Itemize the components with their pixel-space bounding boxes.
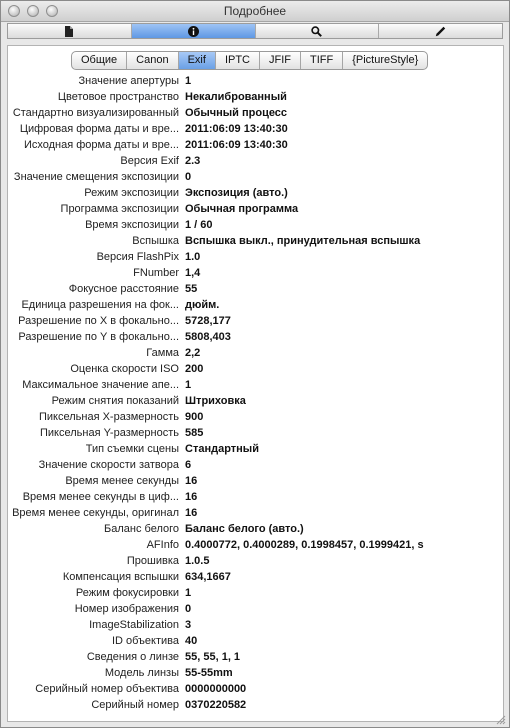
table-row [8, 89, 503, 105]
row-label: Баланс белого [104, 523, 179, 535]
row-label: Стандартно визуализированный [12, 107, 179, 119]
row-label: Цифровая форма даты и вре... [19, 123, 179, 135]
table-row [8, 553, 503, 569]
row-label: Серийный номер [91, 699, 179, 711]
metadata-tabs [71, 51, 428, 70]
row-value: 40 [185, 635, 198, 647]
tab-item[interactable]: IPTC [216, 52, 260, 69]
tab-item[interactable]: TIFF [301, 52, 343, 69]
row-label: Фокусное расстояние [68, 283, 179, 295]
row-value: 1 [185, 75, 192, 87]
row-value: 0 [185, 171, 192, 183]
table-row [8, 105, 503, 121]
table-row [8, 185, 503, 201]
metadata-panel [7, 45, 504, 722]
row-label: ID объектива [111, 635, 179, 647]
row-label: Гамма [146, 347, 179, 359]
row-label: Время менее секунды, оригинал [12, 507, 179, 519]
search-button[interactable] [256, 24, 380, 38]
row-value: 1,4 [185, 267, 201, 279]
table-row [8, 361, 503, 377]
row-label: Пиксельная Y-размерность [40, 427, 179, 439]
row-label: Пиксельная X-размерность [38, 411, 179, 423]
table-row [8, 377, 503, 393]
row-label: Исходная форма даты и вре... [23, 139, 179, 151]
row-value: Штриховка [185, 395, 246, 407]
table-row [8, 265, 503, 281]
table-row [8, 201, 503, 217]
row-label: Программа экспозиции [60, 203, 179, 215]
row-value: 0000000000 [185, 683, 247, 695]
info-icon [188, 26, 199, 37]
row-label: Режим экспозиции [84, 187, 179, 199]
row-value: 1.0.5 [185, 555, 210, 567]
tab-item[interactable]: Exif [179, 52, 216, 69]
row-label: Версия FlashPix [96, 251, 179, 263]
row-label: Единица разрешения на фок... [21, 299, 179, 311]
row-label: Время менее секунды в циф... [22, 491, 179, 503]
row-label: Сведения о линзе [86, 651, 179, 663]
row-value: 1 [185, 379, 192, 391]
table-row [8, 649, 503, 665]
row-label: Номер изображения [74, 603, 179, 615]
row-value: Обычная программа [185, 203, 299, 215]
table-row [8, 281, 503, 297]
row-value: 200 [185, 363, 204, 375]
table-row [8, 313, 503, 329]
row-value: Обычный процесс [185, 107, 288, 119]
row-value: 1 / 60 [185, 219, 213, 231]
row-label: Режим фокусировки [75, 587, 179, 599]
row-label: Цветовое пространство [57, 91, 179, 103]
row-value: 5808,403 [185, 331, 231, 343]
row-value: 55 [185, 283, 198, 295]
table-row [8, 121, 503, 137]
row-value: 0.4000772, 0.4000289, 0.1998457, 0.1999421, s [185, 539, 424, 551]
table-row [8, 137, 503, 153]
row-value: дюйм. [185, 299, 220, 311]
row-label: Время менее секунды [65, 475, 179, 487]
row-label: AFInfo [146, 539, 179, 551]
row-value: Вспышка выкл., принудительная вспышка [185, 235, 421, 247]
table-row [8, 233, 503, 249]
window-title: Подробнее [223, 4, 287, 18]
annotate-button[interactable] [379, 24, 502, 38]
row-label: Модель линзы [104, 667, 179, 679]
pencil-icon [435, 26, 446, 37]
title-bar [1, 1, 509, 22]
tab-item[interactable]: Canon [127, 52, 178, 69]
row-value: 1 [185, 587, 192, 599]
table-row [8, 169, 503, 185]
row-value: 0 [185, 603, 192, 615]
row-label: FNumber [133, 267, 179, 279]
row-value: 2,2 [185, 347, 201, 359]
row-label: Значение апертуры [78, 75, 179, 87]
row-value: 634,1667 [185, 571, 231, 583]
table-row [8, 153, 503, 169]
row-label: Серийный номер объектива [35, 683, 179, 695]
search-icon [311, 26, 322, 37]
row-value: 55-55mm [185, 667, 233, 679]
row-value: 16 [185, 491, 198, 503]
table-row [8, 697, 503, 713]
row-value: 5728,177 [185, 315, 231, 327]
table-row [8, 393, 503, 409]
inspector-toolbar [7, 23, 503, 39]
row-label: Компенсация вспышки [62, 571, 179, 583]
row-value: Стандартный [185, 443, 259, 455]
table-row [8, 489, 503, 505]
row-value: 16 [185, 507, 198, 519]
row-value: 6 [185, 459, 192, 471]
row-label: Время экспозиции [85, 219, 179, 231]
general-info-button[interactable] [8, 24, 132, 38]
row-value: 55, 55, 1, 1 [185, 651, 241, 663]
table-row [8, 665, 503, 681]
resize-grip-icon[interactable] [496, 715, 506, 725]
table-row [8, 425, 503, 441]
row-label: Версия Exif [120, 155, 179, 167]
exif-table [8, 73, 503, 713]
row-value: 585 [185, 427, 204, 439]
table-row [8, 249, 503, 265]
row-label: Прошивка [126, 555, 179, 567]
row-value: 900 [185, 411, 204, 423]
row-label: Значение смещения экспозиции [13, 171, 179, 183]
table-row [8, 73, 503, 89]
table-row [8, 409, 503, 425]
row-label: Максимальное значение апе... [22, 379, 179, 391]
table-row [8, 601, 503, 617]
row-value: Экспозиция (авто.) [185, 187, 288, 199]
table-row [8, 537, 503, 553]
table-row [8, 345, 503, 361]
table-row [8, 681, 503, 697]
more-info-button[interactable] [132, 24, 256, 38]
table-row [8, 585, 503, 601]
row-label: Оценка скорости ISO [70, 363, 179, 375]
table-row [8, 569, 503, 585]
row-value: 2.3 [185, 155, 201, 167]
row-label: Тип съемки сцены [85, 443, 179, 455]
table-row [8, 329, 503, 345]
table-row [8, 297, 503, 313]
row-label: ImageStabilization [89, 619, 179, 631]
row-value: Баланс белого (авто.) [185, 523, 304, 535]
tab-item[interactable]: {PictureStyle} [352, 54, 419, 66]
row-label: Режим снятия показаний [51, 395, 179, 407]
tab-item[interactable]: Общие [72, 52, 127, 69]
row-label: Значение скорости затвора [38, 459, 179, 471]
row-value: 16 [185, 475, 198, 487]
table-row [8, 617, 503, 633]
table-row [8, 521, 503, 537]
table-row [8, 457, 503, 473]
row-label: Вспышка [132, 235, 179, 247]
row-value: 3 [185, 619, 192, 631]
table-row [8, 473, 503, 489]
table-row [8, 633, 503, 649]
table-row [8, 505, 503, 521]
table-row [8, 441, 503, 457]
row-value: Некалиброванный [185, 91, 287, 103]
row-value: 0370220582 [185, 699, 247, 711]
row-value: 1.0 [185, 251, 201, 263]
row-value: 2011:06:09 13:40:30 [185, 123, 288, 135]
row-label: Разрешение по X в фокально... [18, 315, 179, 327]
row-label: Разрешение по Y в фокально... [18, 331, 179, 343]
table-row [8, 217, 503, 233]
row-value: 2011:06:09 13:40:30 [185, 139, 288, 151]
tab-item[interactable]: JFIF [260, 52, 301, 69]
document-icon [64, 26, 74, 37]
